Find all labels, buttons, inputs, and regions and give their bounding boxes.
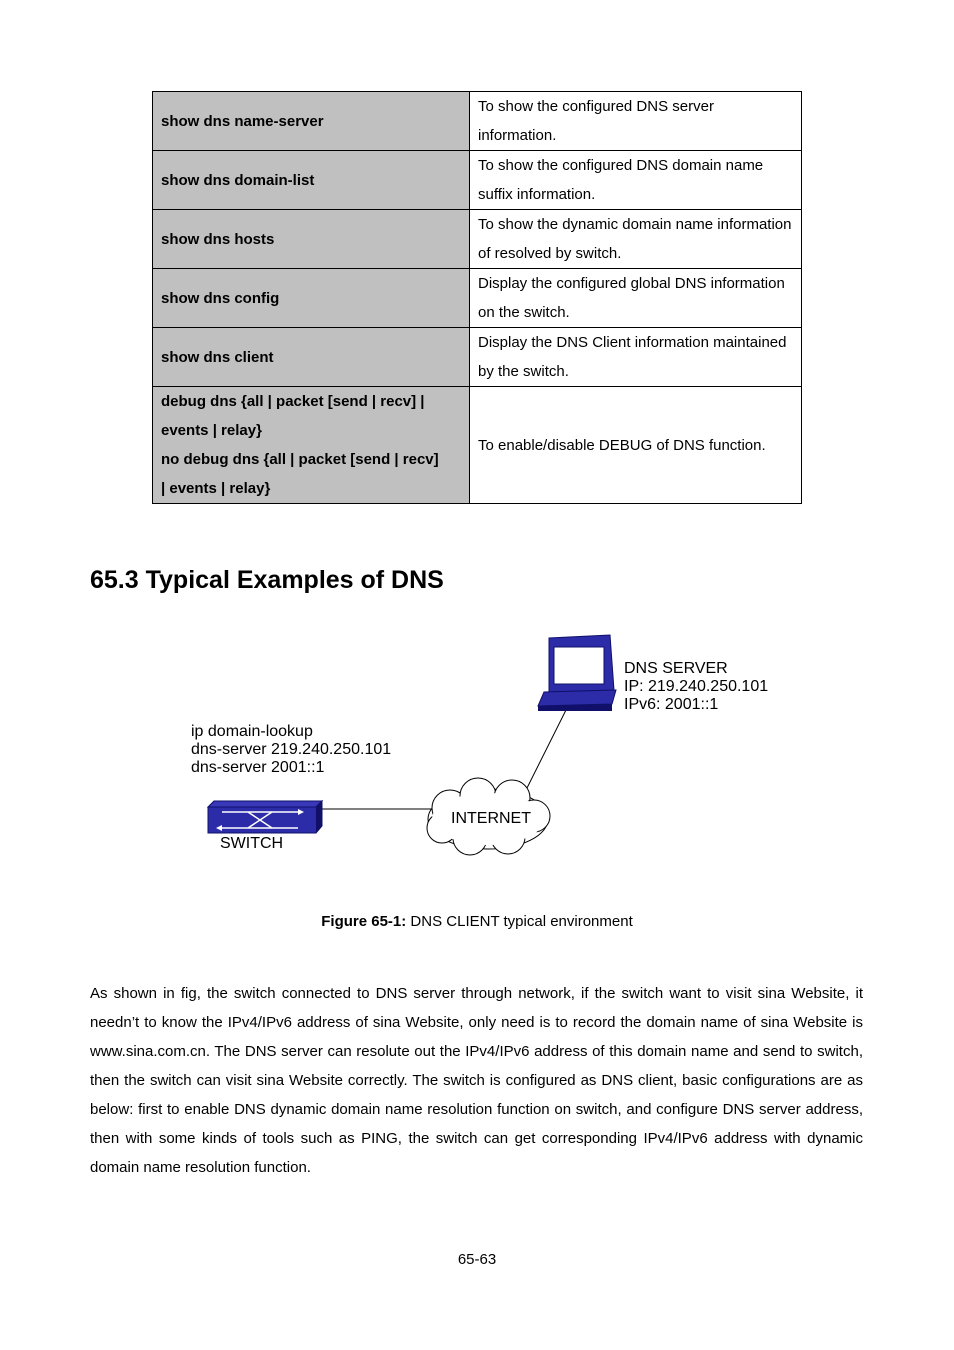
- switch-label: SWITCH: [220, 835, 284, 852]
- config-line: dns-server 219.240.250.101: [191, 741, 392, 758]
- description-cell: To show the configured DNS domain name suffix information.: [470, 151, 802, 210]
- body-paragraph: As shown in fig, the switch connected to DNS server through network, if the switch want to visit sina Website, it needn’t to know the IPv4/IPv6 address of sina Website, only need is to record the domain name of sina Website is www.sina.com.cn. The DNS server can resolute out the IPv4/IPv6 address of this domain name and send to switch, then the switch can visit sina Website correctly. The switch is configured as DNS client, basic configurations are as below: first to enable DNS dynamic domain name resolution function on switch, and configure DNS server address, then with some kinds of tools such as PING, the switch can get corresponding IPv4/IPv6 address with dynamic domain name resolution function.: [90, 985, 863, 1176]
- internet-label: INTERNET: [451, 810, 531, 827]
- network-diagram: [0, 620, 954, 880]
- command-cell: show dns hosts: [153, 210, 470, 269]
- description-cell: Display the DNS Client information maintained by the switch.: [470, 328, 802, 387]
- command-line: | events | relay}: [161, 480, 271, 497]
- figure-caption-number: Figure 65-1:: [321, 913, 407, 930]
- command-cell: [153, 387, 470, 504]
- table-row: [153, 328, 802, 387]
- table-row: [153, 269, 802, 328]
- server-label: DNS SERVER: [624, 660, 728, 677]
- diagram-canvas: [0, 620, 954, 880]
- page-number: 65-63: [457, 1251, 497, 1268]
- internet-server-link: [522, 708, 567, 798]
- command-line: no debug dns {all | packet [send | recv]: [161, 451, 439, 468]
- figure-caption: [0, 912, 954, 932]
- config-line: ip domain-lookup: [191, 723, 313, 740]
- command-line: events | relay}: [161, 422, 262, 439]
- description-cell: To show the dynamic domain name information of resolved by switch.: [470, 210, 802, 269]
- section-heading: 65.3 Typical Examples of DNS: [90, 566, 444, 594]
- command-line: debug dns {all | packet [send | recv] |: [161, 393, 425, 410]
- computer-icon: [538, 635, 616, 711]
- table-row: [153, 387, 802, 504]
- command-cell: show dns config: [153, 269, 470, 328]
- command-cell: show dns name-server: [153, 92, 470, 151]
- figure-caption-text: DNS CLIENT typical environment: [406, 913, 633, 930]
- table-row: [153, 210, 802, 269]
- table-row: [153, 92, 802, 151]
- dns-command-table: [152, 91, 802, 504]
- command-cell: show dns client: [153, 328, 470, 387]
- server-ip-label: IP: 219.240.250.101: [624, 678, 769, 695]
- description-cell: To show the configured DNS server information.: [470, 92, 802, 151]
- description-cell: Display the configured global DNS information on the switch.: [470, 269, 802, 328]
- description-cell: To enable/disable DEBUG of DNS function.: [470, 387, 802, 504]
- config-line: dns-server 2001::1: [191, 759, 325, 776]
- table-row: [153, 151, 802, 210]
- server-ipv6-label: IPv6: 2001::1: [624, 696, 719, 713]
- switch-icon: [208, 801, 322, 833]
- command-cell: show dns domain-list: [153, 151, 470, 210]
